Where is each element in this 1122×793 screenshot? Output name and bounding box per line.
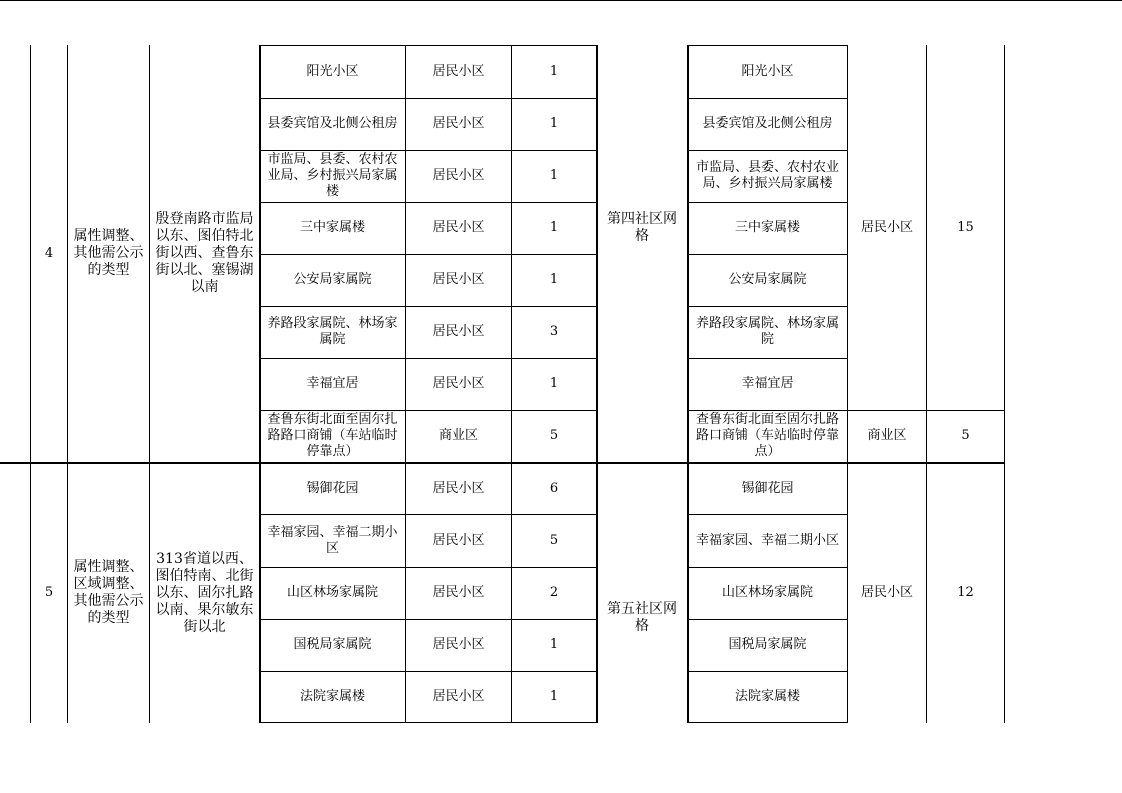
row-count: 5: [549, 532, 559, 548]
row-new-name: 公安局家属院: [728, 272, 807, 287]
row-count: 1: [549, 376, 559, 391]
row-kind: 居民小区: [432, 272, 485, 287]
group-type: 属性调整、区域调整、其他需公示的类型: [73, 559, 144, 626]
row-new-name: 国税局家属院: [728, 637, 807, 652]
row-new-name: 山区林场家属院: [721, 585, 813, 600]
row-kind: 居民小区: [432, 116, 485, 131]
row-new-name: 养路段家属院、林场家属院: [695, 316, 839, 347]
merged-count: 15: [957, 219, 974, 235]
merged-count: 12: [957, 585, 974, 600]
merged-count: 5: [961, 428, 970, 443]
row-kind: 居民小区: [432, 480, 485, 496]
row-new-name: 锡御花园: [741, 480, 794, 496]
row-name: 幸福家园、幸福二期小区: [267, 524, 398, 556]
row-name: 三中家属楼: [299, 220, 365, 235]
group-type: 属性调整、其他需公示的类型: [73, 228, 144, 278]
row-new-name: 三中家属楼: [734, 220, 800, 235]
merged-kind: 商业区: [867, 428, 907, 443]
group-scope: 殷登南路市监局以东、图伯特北街以西、查鲁东街以北、塞锡湖以南: [155, 211, 254, 295]
row-count: 1: [549, 637, 559, 652]
row-name: 法院家属楼: [299, 689, 365, 704]
row-count: 1: [549, 168, 559, 183]
row-count: 5: [549, 428, 559, 443]
group-grid: 第四社区网格: [607, 210, 677, 244]
row-kind: 居民小区: [432, 324, 485, 339]
row-name: 养路段家属院、林场家属院: [267, 316, 398, 347]
row-name: 公安局家属院: [293, 272, 372, 287]
row-count: 1: [549, 689, 559, 704]
row-count: 1: [549, 220, 559, 235]
row-name: 县委宾馆及北侧公租房: [267, 116, 398, 131]
row-new-name: 幸福家园、幸福二期小区: [695, 532, 839, 548]
row-name: 阳光小区: [306, 64, 359, 79]
row-new-name: 法院家属楼: [734, 689, 800, 704]
row-new-name: 阳光小区: [741, 64, 794, 79]
row-kind: 商业区: [438, 428, 478, 443]
row-kind: 居民小区: [432, 689, 485, 704]
row-count: 3: [549, 324, 559, 339]
row-name: 幸福宜居: [306, 376, 359, 391]
row-kind: 居民小区: [432, 637, 485, 652]
row-kind: 居民小区: [432, 585, 485, 600]
row-new-name: 幸福宜居: [741, 376, 794, 391]
row-count: 1: [549, 64, 559, 79]
row-count: 1: [549, 272, 559, 287]
row-name: 锡御花园: [306, 480, 359, 496]
row-new-name: 县委宾馆及北侧公租房: [702, 116, 833, 131]
merged-kind: 居民小区: [860, 219, 913, 235]
col-line: [1004, 45, 1005, 723]
merged-kind: 居民小区: [860, 585, 913, 600]
row-count: 1: [549, 116, 559, 131]
row-new-name: 查鲁东街北面至固尔扎路路口商铺（车站临时停靠点）: [695, 412, 839, 459]
row-name: 国税局家属院: [293, 637, 372, 652]
row-new-name: 市监局、县委、农村农业局、乡村振兴局家属楼: [695, 160, 839, 191]
row-name: 山区林场家属院: [286, 585, 378, 600]
row-kind: 居民小区: [432, 168, 485, 183]
group-grid: 第五社区网格: [607, 600, 677, 634]
row-name: 查鲁东街北面至固尔扎路路口商铺（车站临时停靠点）: [267, 412, 398, 459]
row-kind: 居民小区: [432, 64, 485, 79]
row-count: 2: [549, 585, 559, 600]
row-kind: 居民小区: [432, 532, 485, 548]
group-index: 4: [44, 245, 54, 261]
group-index: 5: [44, 585, 54, 600]
row-kind: 居民小区: [432, 376, 485, 391]
row-count: 6: [549, 480, 559, 496]
row-kind: 居民小区: [432, 220, 485, 235]
group-scope: 313省道以西、图伯特南、北街以东、固尔扎路以南、果尔敏东街以北: [155, 550, 254, 635]
page-top-border: [0, 0, 1122, 1]
row-name: 市监局、县委、农村农业局、乡村振兴局家属楼: [267, 152, 398, 199]
